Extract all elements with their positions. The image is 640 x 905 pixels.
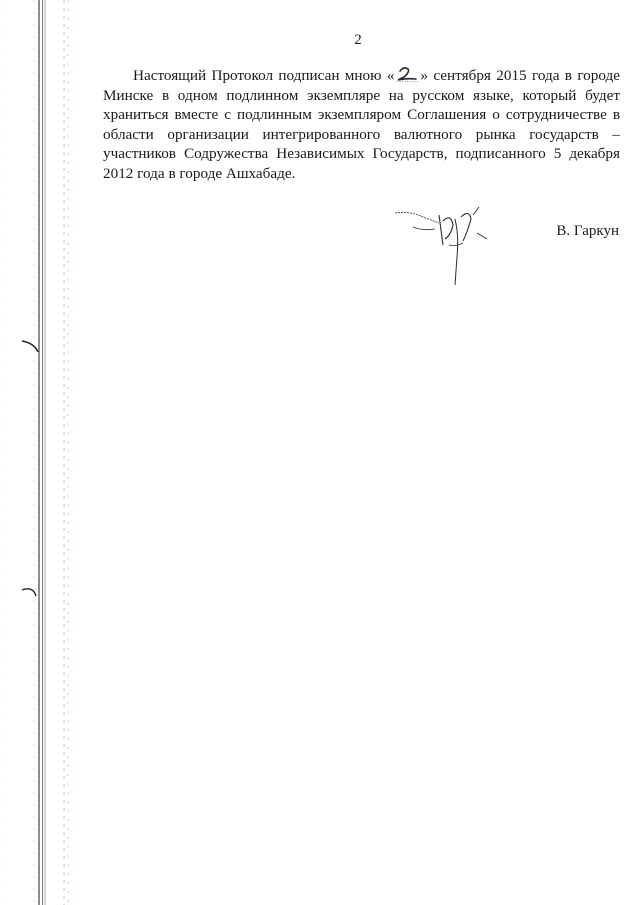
protocol-paragraph [103, 66, 620, 183]
paragraph-text-after-date: » сентября 2015 года в городе Минске в одном подлинном экземпляре на русском языке, который будет храниться вместе с подлинным экземпляром Соглашения о сотрудничестве в области организации интегрированного валютного рынка государств – участников Содружества Независимых Государств, подписанного 5 декабря 2012 года в городе Ашхабаде. [103, 67, 620, 182]
signature-icon [393, 205, 503, 295]
handwritten-day-mark [394, 66, 420, 82]
signatory-name: В. Гаркун [556, 223, 619, 239]
page-number: 2 [354, 32, 362, 48]
scan-edge-artifacts [0, 0, 80, 905]
handwritten-day [394, 66, 420, 82]
paragraph-text-before-date: Настоящий Протокол подписан мною « [133, 67, 395, 84]
signature-block [385, 205, 625, 295]
